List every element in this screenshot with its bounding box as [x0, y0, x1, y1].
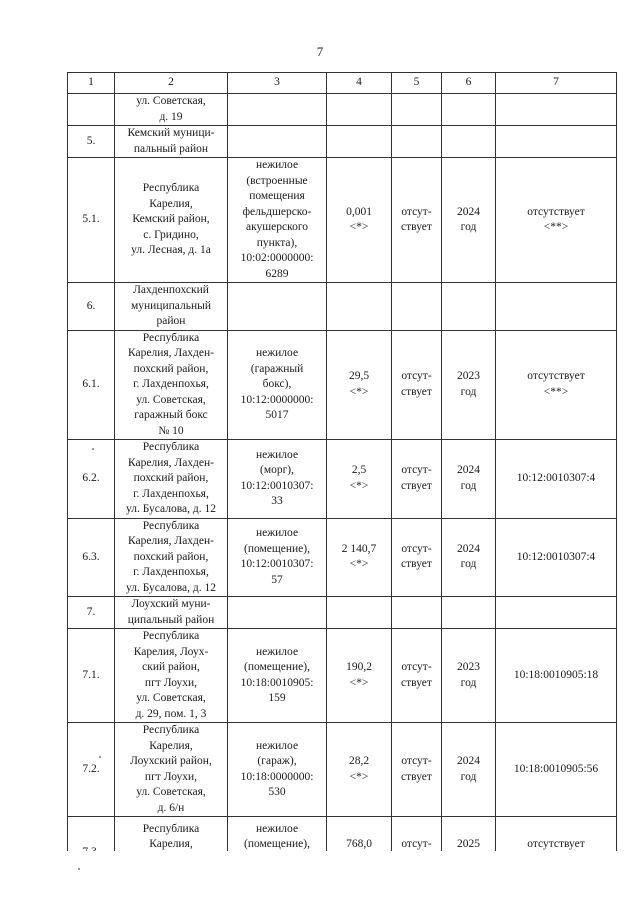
- area-cell: 28,2 <*>: [327, 723, 392, 817]
- land-parcel-cell: отсутствует <**>: [496, 158, 617, 283]
- table-row: [68, 518, 617, 597]
- year-cell: [442, 126, 496, 158]
- table-row: [68, 158, 617, 283]
- object-type-cell: нежилое (помещение),: [228, 817, 327, 889]
- area-cell: 768,0: [327, 817, 392, 889]
- encumbrance-cell: [392, 283, 442, 331]
- address-cell: Республика Карелия, Лоухский район, пгт Лоухи, ул. Советская, д. 6/н: [115, 723, 228, 817]
- object-type-cell: нежилое (помещение), 10:12:0010307: 57: [228, 518, 327, 597]
- year-cell: 2024 год: [442, 440, 496, 519]
- column-header: 3: [228, 73, 327, 94]
- row-number-cell: 7.: [68, 597, 115, 629]
- address-cell: Республика Карелия,: [115, 817, 228, 889]
- encumbrance-cell: [392, 126, 442, 158]
- table-row: [68, 597, 617, 629]
- column-header: 4: [327, 73, 392, 94]
- column-header: 7: [496, 73, 617, 94]
- column-header: 2: [115, 73, 228, 94]
- table-row: [68, 723, 617, 817]
- land-parcel-cell: [496, 126, 617, 158]
- row-number-cell: 7.2.: [68, 723, 115, 817]
- row-number-cell: 6.1.: [68, 330, 115, 440]
- scan-speck: [78, 868, 80, 870]
- column-header: 6: [442, 73, 496, 94]
- land-parcel-cell: 10:18:0010905:18: [496, 629, 617, 723]
- encumbrance-cell: отсут- ствует: [392, 330, 442, 440]
- address-cell: Лоухский муни- ципальный район: [115, 597, 228, 629]
- land-parcel-cell: [496, 597, 617, 629]
- scan-speck: [92, 448, 94, 450]
- year-cell: [442, 597, 496, 629]
- table-row: [68, 283, 617, 331]
- land-parcel-cell: 10:18:0010905:56: [496, 723, 617, 817]
- encumbrance-cell: [392, 94, 442, 126]
- column-header: 1: [68, 73, 115, 94]
- land-parcel-cell: 10:12:0010307:4: [496, 518, 617, 597]
- table-row: [68, 440, 617, 519]
- land-parcel-cell: [496, 94, 617, 126]
- land-parcel-cell: отсутствует <**>: [496, 330, 617, 440]
- scan-speck: [99, 756, 101, 758]
- object-type-cell: [228, 126, 327, 158]
- encumbrance-cell: отсут- ствует: [392, 518, 442, 597]
- page-bottom-margin: [0, 851, 640, 905]
- area-cell: 2,5 <*>: [327, 440, 392, 519]
- object-type-cell: нежилое (гараж), 10:18:0000000: 530: [228, 723, 327, 817]
- year-cell: 2023 год: [442, 629, 496, 723]
- address-cell: Лахденпохский муниципальный район: [115, 283, 228, 331]
- address-cell: ул. Советская, д. 19: [115, 94, 228, 126]
- year-cell: [442, 94, 496, 126]
- area-cell: [327, 597, 392, 629]
- land-parcel-cell: 10:12:0010307:4: [496, 440, 617, 519]
- land-parcel-cell: [496, 283, 617, 331]
- area-cell: [327, 94, 392, 126]
- area-cell: 2 140,7 <*>: [327, 518, 392, 597]
- encumbrance-cell: отсут- ствует: [392, 440, 442, 519]
- encumbrance-cell: отсут- ствует: [392, 629, 442, 723]
- area-cell: [327, 126, 392, 158]
- table-header-row: [68, 73, 617, 94]
- object-type-cell: нежилое (гаражный бокс), 10:12:0000000: 5017: [228, 330, 327, 440]
- address-cell: Республика Карелия, Лоух- ский район, пгт Лоухи, ул. Советская, д. 29, пом. 1, 3: [115, 629, 228, 723]
- table-row: [68, 330, 617, 440]
- row-number-cell: 6.3.: [68, 518, 115, 597]
- column-header: 5: [392, 73, 442, 94]
- encumbrance-cell: [392, 597, 442, 629]
- table-row: [68, 94, 617, 126]
- row-number-cell: 5.1.: [68, 158, 115, 283]
- year-cell: 2024 год: [442, 518, 496, 597]
- land-parcel-cell: отсутствует: [496, 817, 617, 889]
- object-type-cell: нежилое (помещение), 10:18:0010905: 159: [228, 629, 327, 723]
- table-row: [68, 126, 617, 158]
- address-cell: Кемский муници- пальный район: [115, 126, 228, 158]
- object-type-cell: [228, 597, 327, 629]
- row-number-cell: 6.2.: [68, 440, 115, 519]
- area-cell: 0,001 <*>: [327, 158, 392, 283]
- object-type-cell: нежилое (морг), 10:12:0010307: 33: [228, 440, 327, 519]
- address-cell: Республика Карелия, Лахден- похский район, г. Лахденпохья, ул. Бусалова, д. 12: [115, 518, 228, 597]
- address-cell: Республика Карелия, Кемский район, с. Гридино, ул. Лесная, д. 1а: [115, 158, 228, 283]
- year-cell: 2024 год: [442, 158, 496, 283]
- row-number-cell: 7.1.: [68, 629, 115, 723]
- object-type-cell: [228, 94, 327, 126]
- object-type-cell: нежилое (встроенные помещения фельдшерско- акушерского пункта), 10:02:0000000: 6289: [228, 158, 327, 283]
- object-type-cell: [228, 283, 327, 331]
- area-cell: 29,5 <*>: [327, 330, 392, 440]
- row-number-cell: 5.: [68, 126, 115, 158]
- row-number-cell: 6.: [68, 283, 115, 331]
- address-cell: Республика Карелия, Лахден- похский район, г. Лахденпохья, ул. Бусалова, д. 12: [115, 440, 228, 519]
- year-cell: [442, 283, 496, 331]
- area-cell: [327, 283, 392, 331]
- page-number: 7: [316, 44, 324, 59]
- row-number-cell: [68, 94, 115, 126]
- encumbrance-cell: отсут-: [392, 817, 442, 889]
- year-cell: 2023 год: [442, 330, 496, 440]
- encumbrance-cell: отсут- ствует: [392, 723, 442, 817]
- year-cell: 2024 год: [442, 723, 496, 817]
- year-cell: 2025: [442, 817, 496, 889]
- area-cell: 190,2 <*>: [327, 629, 392, 723]
- property-table: [67, 72, 617, 889]
- table-row: [68, 629, 617, 723]
- encumbrance-cell: отсут- ствует: [392, 158, 442, 283]
- address-cell: Республика Карелия, Лахден- похский район, г. Лахденпохья, ул. Советская, гаражный бокс № 10: [115, 330, 228, 440]
